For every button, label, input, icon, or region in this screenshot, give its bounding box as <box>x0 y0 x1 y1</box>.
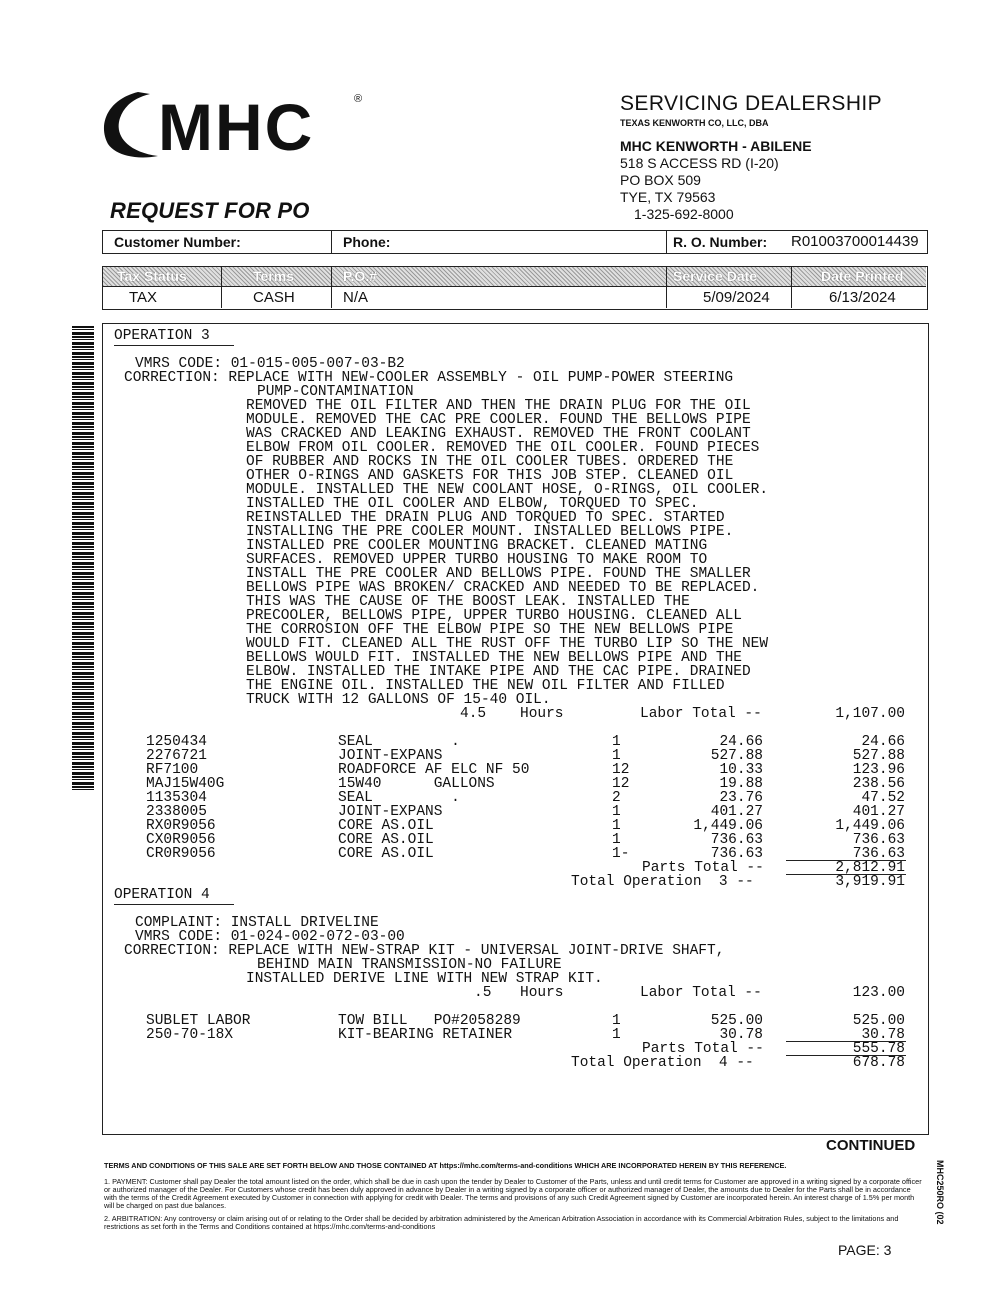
part-row <box>0 1014 1000 1028</box>
header-tax-status: Tax Status <box>117 268 187 284</box>
op3-description-line: OTHER O-RINGS AND GASKETS FOR THIS JOB STEP. CLEANED OIL <box>246 468 734 484</box>
op4-labor-total: 123.00 <box>852 985 905 1001</box>
part-description: JOINT-EXPANS <box>338 804 443 820</box>
part-quantity: 12 <box>612 776 630 792</box>
op4-description: INSTALLED DERIVE LINE WITH NEW STRAP KIT. <box>246 971 603 987</box>
part-unit-price: 525.00 <box>710 1013 763 1029</box>
op3-total: 3,919.91 <box>835 874 905 890</box>
customer-info-row <box>102 230 928 254</box>
op4-labor-label: Labor Total -- <box>640 985 762 1001</box>
op3-description-line: WOULD FIT. CLEANED ALL THE RUST OFF THE TURBO LIP SO THE NEW <box>246 636 769 652</box>
page-number: PAGE: 3 <box>838 1242 892 1258</box>
part-extended-price: 1,449.06 <box>835 818 905 834</box>
part-row <box>0 847 1000 861</box>
op4-vmrs-code: VMRS CODE: 01-024-002-072-03-00 <box>135 929 405 945</box>
value-terms: CASH <box>253 289 295 306</box>
dealer-address-1: 518 S ACCESS RD (I-20) <box>620 155 779 171</box>
part-row <box>0 819 1000 833</box>
ro-number-label: R. O. Number: <box>673 234 768 250</box>
dealer-heading: SERVICING DEALERSHIP <box>620 92 883 115</box>
part-number: CR0R9056 <box>146 846 216 862</box>
terms-payment: 1. PAYMENT: Customer shall pay Dealer the total amount listed on the order, which shall be due in cash upon the tender by Dealer to Customer of the Parts, unless and until credit terms for Customer are approved in a writing signed by a corporate officer or authorized manager of the Dealer. For Customers whose credit has been duly approved in advance by Dealer in a writing signed by a corporate officer or authorized manager of Dealer, the amounts due to Dealer for the Parts shall be in accordance with the terms of the Credit Agreement executed by Customer in connection with applying for credit with Dealer. The terms and provisions of any such Credit Agreement signed by Customer are incorporated herein. An interest charge of 1.5% per month will be charged on past due balances. <box>104 1177 922 1210</box>
dealer-address-2: PO BOX 509 <box>620 172 701 188</box>
op4-hours-value: .5 <box>474 985 492 1001</box>
op3-hours-value: 4.5 <box>460 706 487 722</box>
part-unit-price: 527.88 <box>710 748 763 764</box>
part-number: 1250434 <box>146 734 207 750</box>
part-quantity: 2 <box>612 790 621 806</box>
part-description: SEAL . <box>338 790 460 806</box>
logo-wordmark: MHC <box>158 90 315 164</box>
part-description: CORE AS.OIL <box>338 846 434 862</box>
part-row <box>0 805 1000 819</box>
document-title: REQUEST FOR PO <box>110 198 310 223</box>
op3-description-line: MODULE. INSTALLED THE NEW COOLANT HOSE, O-RINGS, OIL COOLER. <box>246 482 769 498</box>
dealer-city: TYE, TX 79563 <box>620 189 716 205</box>
op4-hours-label: Hours <box>520 985 564 1001</box>
part-quantity: 1 <box>612 1013 621 1029</box>
part-extended-price: 24.66 <box>861 734 905 750</box>
part-row <box>0 749 1000 763</box>
part-description: JOINT-EXPANS <box>338 748 443 764</box>
status-table <box>102 266 928 310</box>
header-terms: Terms <box>253 268 294 284</box>
op3-description-line: PUMP-CONTAMINATION <box>257 384 414 400</box>
part-extended-price: 401.27 <box>852 804 905 820</box>
part-quantity: 1 <box>612 734 621 750</box>
op3-hours-label: Hours <box>520 706 564 722</box>
op3-description-line: ELBOW FROM OIL COOLER. REMOVED THE OIL COOLER. FOUND PIECES <box>246 440 760 456</box>
op4-correction: CORRECTION: REPLACE WITH NEW-STRAP KIT - UNIVERSAL JOINT-DRIVE SHAFT, <box>124 943 725 959</box>
part-number: MAJ15W40G <box>146 776 225 792</box>
dealer-name: MHC KENWORTH - ABILENE <box>620 138 812 154</box>
op3-labor-total: 1,107.00 <box>835 706 905 722</box>
part-number: 2338005 <box>146 804 207 820</box>
part-unit-price: 401.27 <box>710 804 763 820</box>
terms-arbitration: 2. ARBITRATION: Any controversy or claim arising out of or relating to the Order shall be decided by arbitration administered by the American Arbitration Association in accordance with its Commercial Arbitration Rules, subject to the limitations and restrictions as set forth in the Terms and Conditions contained at https://mhc.com/terms-and-conditions <box>104 1214 899 1231</box>
op3-total-label: Total Operation 3 -- <box>571 874 754 890</box>
terms-heading: TERMS AND CONDITIONS OF THIS SALE ARE SET FORTH BELOW AND THOSE CONTAINED AT https://mhc.com/terms-and-conditions WHICH ARE INCORPORATED HEREIN BY THIS REFERENCE. <box>104 1161 787 1170</box>
part-unit-price: 736.63 <box>710 846 763 862</box>
op4-parts-total-label: Parts Total -- <box>642 1041 764 1057</box>
part-extended-price: 736.63 <box>852 832 905 848</box>
op3-heading: OPERATION 3 <box>114 328 210 344</box>
op3-description-line: BELLOWS PIPE WAS BROKEN/ CRACKED AND NEEDED TO BE REPLACED. <box>246 580 760 596</box>
form-code: MHC250RO (02 <box>935 1160 945 1225</box>
continued-label: CONTINUED <box>826 1137 916 1154</box>
phone-label: Phone: <box>343 234 391 250</box>
part-unit-price: 1,449.06 <box>693 818 763 834</box>
part-description: 15W40 GALLONS <box>338 776 495 792</box>
part-description: CORE AS.OIL <box>338 818 434 834</box>
part-description: SEAL . <box>338 734 460 750</box>
part-quantity: 1 <box>612 748 621 764</box>
op3-description-line: THE ENGINE OIL. INSTALLED THE NEW OIL FILTER AND FILLED <box>246 678 725 694</box>
op3-description-line: REINSTALLED THE DRAIN PLUG AND TORQUED TO SPEC. STARTED <box>246 510 725 526</box>
op4-correction-cont: BEHIND MAIN TRANSMISSION-NO FAILURE <box>257 957 562 973</box>
header-po: P.O.# <box>343 268 377 284</box>
part-description: TOW BILL PO#2058289 <box>338 1013 521 1029</box>
op3-description-line: OF RUBBER AND ROCKS IN THE OIL COOLER TUBES. ORDERED THE <box>246 454 734 470</box>
op3-description-line: REMOVED THE OIL FILTER AND THEN THE DRAIN PLUG FOR THE OIL <box>246 398 751 414</box>
part-row <box>0 735 1000 749</box>
op3-description-line: INSTALLED THE OIL COOLER AND ELBOW, TORQUED TO SPEC. <box>246 496 699 512</box>
side-barcode <box>72 326 94 792</box>
part-extended-price: 47.52 <box>861 790 905 806</box>
part-description: CORE AS.OIL <box>338 832 434 848</box>
part-description: ROADFORCE AF ELC NF 50 <box>338 762 530 778</box>
op3-description-line: SURFACES. REMOVED UPPER TURBO HOUSING TO MAKE ROOM TO <box>246 552 708 568</box>
part-quantity: 1- <box>612 846 630 862</box>
part-extended-price: 30.78 <box>861 1027 905 1043</box>
op4-total: 678.78 <box>852 1055 905 1071</box>
part-quantity: 12 <box>612 762 630 778</box>
op3-description-line: BELLOWS WOULD FIT. INSTALLED THE NEW BELLOWS PIPE AND THE <box>246 650 742 666</box>
part-number: 250-70-18X <box>146 1027 234 1043</box>
part-quantity: 1 <box>612 832 621 848</box>
op3-parts-total-label: Parts Total -- <box>642 860 764 876</box>
value-po: N/A <box>343 289 369 306</box>
part-unit-price: 30.78 <box>719 1027 763 1043</box>
part-quantity: 1 <box>612 1027 621 1043</box>
op3-description-line: TRUCK WITH 12 GALLONS OF 15-40 OIL. <box>246 692 551 708</box>
part-unit-price: 10.33 <box>719 762 763 778</box>
op3-vmrs-code: VMRS CODE: 01-015-005-007-03-B2 <box>135 356 405 372</box>
op3-description-line: WAS CRACKED AND LEAKING EXHAUST. REMOVED THE FRONT COOLANT <box>246 426 751 442</box>
mhc-logo <box>98 86 368 166</box>
op3-description-line: PRECOOLER, BELLOWS PIPE, UPPER TURBO HOUSING. CLEANED ALL <box>246 608 742 624</box>
op3-labor-label: Labor Total -- <box>640 706 762 722</box>
part-row <box>0 763 1000 777</box>
dealer-phone: 1-325-692-8000 <box>634 206 734 222</box>
op4-heading: OPERATION 4 <box>114 887 210 903</box>
op3-description-line: INSTALLING THE PRE COOLER MOUNT. INSTALLED BELLOWS PIPE. <box>246 524 734 540</box>
op3-correction: CORRECTION: REPLACE WITH NEW-COOLER ASSEMBLY - OIL PUMP-POWER STEERING <box>124 370 734 386</box>
part-number: RF7100 <box>146 762 199 778</box>
part-row <box>0 1028 1000 1042</box>
part-description: KIT-BEARING RETAINER <box>338 1027 513 1043</box>
part-unit-price: 736.63 <box>710 832 763 848</box>
op3-description-line: THE CORROSION OFF THE ELBOW PIPE SO THE NEW BELLOWS PIPE <box>246 622 734 638</box>
value-date-printed: 6/13/2024 <box>829 289 896 306</box>
header-date-printed: Date Printed <box>821 268 904 284</box>
op4-complaint: COMPLAINT: INSTALL DRIVELINE <box>135 915 379 931</box>
part-extended-price: 238.56 <box>852 776 905 792</box>
value-tax-status: TAX <box>129 289 158 306</box>
part-extended-price: 123.96 <box>852 762 905 778</box>
part-unit-price: 19.88 <box>719 776 763 792</box>
part-row <box>0 833 1000 847</box>
part-row <box>0 777 1000 791</box>
dealer-legal-name: TEXAS KENWORTH CO, LLC, DBA <box>620 118 769 128</box>
op3-description-line: ELBOW. INSTALLED THE INTAKE PIPE AND THE CAC PIPE. DRAINED <box>246 664 751 680</box>
op4-total-label: Total Operation 4 -- <box>571 1055 754 1071</box>
part-quantity: 1 <box>612 818 621 834</box>
part-row <box>0 791 1000 805</box>
customer-number-label: Customer Number: <box>114 234 241 250</box>
op3-description-line: MODULE. REMOVED THE CAC PRE COOLER. FOUND THE BELLOWS PIPE <box>246 412 751 428</box>
op3-description-line: INSTALLED PRE COOLER MOUNTING BRACKET. CLEANED MATING <box>246 538 708 554</box>
part-extended-price: 525.00 <box>852 1013 905 1029</box>
part-number: 2276721 <box>146 748 207 764</box>
header-service-date: Service Date <box>673 268 758 284</box>
part-number: SUBLET LABOR <box>146 1013 251 1029</box>
part-extended-price: 527.88 <box>852 748 905 764</box>
part-unit-price: 24.66 <box>719 734 763 750</box>
ro-number-value: R01003700014439 <box>791 233 919 250</box>
logo-registered-mark: ® <box>354 93 363 105</box>
part-quantity: 1 <box>612 804 621 820</box>
op3-description-line: INSTALL THE PRE COOLER AND BELLOWS PIPE. FOUND THE SMALLER <box>246 566 751 582</box>
op3-description-line: THIS WAS THE CAUSE OF THE BOOST LEAK. INSTALLED THE <box>246 594 690 610</box>
part-number: RX0R9056 <box>146 818 216 834</box>
part-number: CX0R9056 <box>146 832 216 848</box>
op4-parts-total: 555.78 <box>852 1041 905 1057</box>
part-unit-price: 23.76 <box>719 790 763 806</box>
part-number: 1135304 <box>146 790 207 806</box>
op3-parts-total: 2,812.91 <box>835 860 905 876</box>
part-extended-price: 736.63 <box>852 846 905 862</box>
value-service-date: 5/09/2024 <box>703 289 770 306</box>
